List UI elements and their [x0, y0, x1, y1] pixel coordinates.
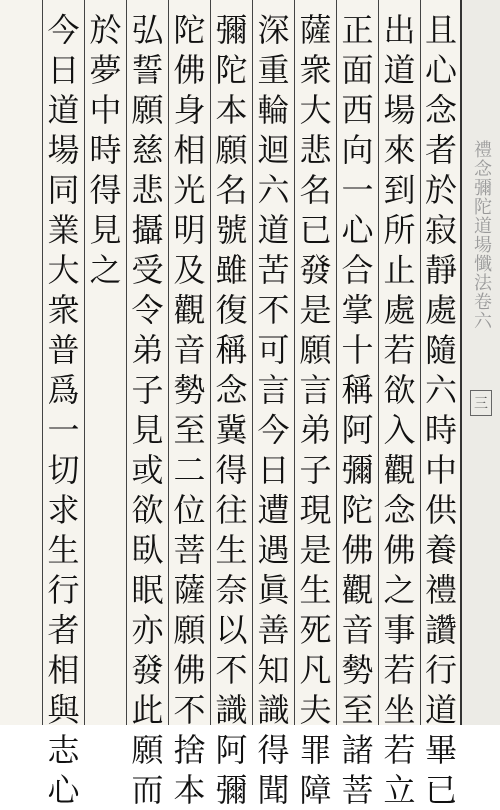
character: 之	[89, 251, 122, 289]
page-number: 三	[470, 390, 492, 416]
character: 來	[383, 131, 416, 169]
character: 輪	[257, 91, 290, 129]
character: 往	[215, 491, 248, 529]
character: 明	[173, 211, 206, 249]
character: 心	[341, 211, 374, 249]
character: 到	[383, 171, 416, 209]
character: 眞	[257, 571, 290, 609]
character: 是	[299, 291, 332, 329]
character: 生	[215, 531, 248, 569]
character: 寂	[424, 211, 457, 249]
character: 衆	[47, 291, 80, 329]
character: 願	[173, 611, 206, 649]
character: 供	[424, 491, 457, 529]
character: 聞	[257, 771, 290, 809]
text-column-7	[168, 0, 210, 809]
character: 一	[47, 411, 80, 449]
character: 罪	[299, 731, 332, 769]
character: 諸	[341, 731, 374, 769]
character: 本	[173, 771, 206, 809]
character: 坐	[383, 691, 416, 729]
character: 立	[383, 771, 416, 809]
character: 臥	[131, 531, 164, 569]
character: 切	[47, 451, 80, 489]
character: 位	[173, 491, 206, 529]
character: 夢	[89, 51, 122, 89]
character: 若	[383, 731, 416, 769]
character: 身	[173, 91, 206, 129]
character: 凡	[299, 651, 332, 689]
character: 爲	[47, 371, 80, 409]
character: 處	[424, 291, 457, 329]
character: 發	[299, 251, 332, 289]
character: 名	[215, 171, 248, 209]
character: 彌	[215, 11, 248, 49]
character: 願	[299, 331, 332, 369]
character: 相	[47, 651, 80, 689]
character: 迴	[257, 131, 290, 169]
character: 入	[383, 411, 416, 449]
character: 念	[424, 91, 457, 129]
character: 觀	[341, 571, 374, 609]
character: 時	[424, 411, 457, 449]
character: 阿	[341, 411, 374, 449]
margin-title: 禮念彌陀道場懺法卷六	[471, 140, 492, 330]
character: 正	[341, 11, 374, 49]
character: 稱	[341, 371, 374, 409]
character: 見	[89, 211, 122, 249]
character: 六	[257, 171, 290, 209]
character: 阿	[215, 731, 248, 769]
character: 畢	[424, 731, 457, 769]
text-column-1	[420, 0, 462, 809]
character: 此	[131, 691, 164, 729]
character: 遇	[257, 531, 290, 569]
character: 不	[257, 291, 290, 329]
character: 同	[47, 171, 80, 209]
character: 捨	[173, 731, 206, 769]
character: 道	[47, 91, 80, 129]
character: 道	[257, 211, 290, 249]
character: 佛	[173, 51, 206, 89]
character: 行	[424, 651, 457, 689]
character: 觀	[383, 451, 416, 489]
character: 菩	[173, 531, 206, 569]
character: 生	[299, 571, 332, 609]
character: 弟	[131, 331, 164, 369]
character: 勢	[341, 651, 374, 689]
character: 欲	[131, 491, 164, 529]
character: 願	[215, 131, 248, 169]
character: 已	[299, 211, 332, 249]
character: 且	[424, 11, 457, 49]
character: 深	[257, 11, 290, 49]
character: 觀	[173, 291, 206, 329]
character: 已	[424, 771, 457, 809]
character: 誓	[131, 51, 164, 89]
character: 苦	[257, 251, 290, 289]
character: 得	[257, 731, 290, 769]
character: 及	[173, 251, 206, 289]
character: 西	[341, 91, 374, 129]
character: 佛	[341, 531, 374, 569]
character: 禮	[424, 571, 457, 609]
character: 冀	[215, 411, 248, 449]
character: 業	[47, 211, 80, 249]
character: 志	[47, 731, 80, 769]
character: 悲	[131, 171, 164, 209]
character: 或	[131, 451, 164, 489]
character: 事	[383, 611, 416, 649]
character: 是	[299, 531, 332, 569]
character: 慈	[131, 131, 164, 169]
character: 得	[89, 171, 122, 209]
character: 死	[299, 611, 332, 649]
character: 知	[257, 651, 290, 689]
character: 念	[383, 491, 416, 529]
character: 眠	[131, 571, 164, 609]
character: 而	[131, 771, 164, 809]
character: 止	[383, 251, 416, 289]
character: 願	[131, 91, 164, 129]
text-column-2	[378, 0, 420, 809]
character: 子	[131, 371, 164, 409]
character: 行	[47, 571, 80, 609]
character: 重	[257, 51, 290, 89]
character: 言	[299, 371, 332, 409]
character: 薩	[173, 571, 206, 609]
character: 時	[89, 131, 122, 169]
character: 場	[47, 131, 80, 169]
character: 識	[215, 691, 248, 729]
character: 可	[257, 331, 290, 369]
character: 雖	[215, 251, 248, 289]
character: 亦	[131, 611, 164, 649]
character: 不	[173, 691, 206, 729]
character: 生	[47, 531, 80, 569]
character: 見	[131, 411, 164, 449]
character: 掌	[341, 291, 374, 329]
character: 陀	[173, 11, 206, 49]
character: 攝	[131, 211, 164, 249]
character: 發	[131, 651, 164, 689]
character: 十	[341, 331, 374, 369]
character: 靜	[424, 251, 457, 289]
character: 至	[173, 411, 206, 449]
text-column-5	[252, 0, 294, 809]
character: 於	[424, 171, 457, 209]
character: 菩	[341, 771, 374, 809]
character: 普	[47, 331, 80, 369]
character: 之	[383, 571, 416, 609]
text-column-9	[84, 0, 126, 725]
character: 六	[424, 371, 457, 409]
character: 大	[299, 91, 332, 129]
character: 中	[89, 91, 122, 129]
character: 衆	[299, 51, 332, 89]
character: 陀	[215, 51, 248, 89]
character: 與	[47, 691, 80, 729]
character: 者	[47, 611, 80, 649]
character: 者	[424, 131, 457, 169]
character: 奈	[215, 571, 248, 609]
character: 陀	[341, 491, 374, 529]
character: 不	[215, 651, 248, 689]
character: 光	[173, 171, 206, 209]
character: 願	[131, 731, 164, 769]
character: 識	[257, 691, 290, 729]
character: 夫	[299, 691, 332, 729]
character: 隨	[424, 331, 457, 369]
character: 場	[383, 91, 416, 129]
character: 心	[424, 51, 457, 89]
page-margin	[460, 0, 500, 725]
character: 至	[341, 691, 374, 729]
text-column-8	[126, 0, 168, 809]
character: 佛	[383, 531, 416, 569]
character: 面	[341, 51, 374, 89]
character: 念	[215, 371, 248, 409]
character: 若	[383, 651, 416, 689]
character: 令	[131, 291, 164, 329]
character: 大	[47, 251, 80, 289]
character: 弘	[131, 11, 164, 49]
character: 薩	[299, 11, 332, 49]
character: 佛	[173, 651, 206, 689]
character: 彌	[215, 771, 248, 809]
character: 號	[215, 211, 248, 249]
character: 合	[341, 251, 374, 289]
character: 名	[299, 171, 332, 209]
character: 一	[341, 171, 374, 209]
character: 所	[383, 211, 416, 249]
text-column-3	[336, 0, 378, 809]
character: 日	[257, 451, 290, 489]
character: 心	[47, 771, 80, 809]
character: 讚	[424, 611, 457, 649]
character: 欲	[383, 371, 416, 409]
character: 稱	[215, 331, 248, 369]
text-column-6	[210, 0, 252, 809]
character: 出	[383, 11, 416, 49]
character: 遭	[257, 491, 290, 529]
character: 言	[257, 371, 290, 409]
character: 二	[173, 451, 206, 489]
character: 日	[47, 51, 80, 89]
character: 音	[341, 611, 374, 649]
character: 求	[47, 491, 80, 529]
text-column-10	[42, 0, 84, 809]
character: 本	[215, 91, 248, 129]
text-column-4	[294, 0, 336, 809]
character: 受	[131, 251, 164, 289]
character: 向	[341, 131, 374, 169]
character: 勢	[173, 371, 206, 409]
character: 今	[47, 11, 80, 49]
character: 處	[383, 291, 416, 329]
character: 音	[173, 331, 206, 369]
character: 善	[257, 611, 290, 649]
character: 養	[424, 531, 457, 569]
character: 復	[215, 291, 248, 329]
character: 現	[299, 491, 332, 529]
character: 今	[257, 411, 290, 449]
character: 悲	[299, 131, 332, 169]
character: 彌	[341, 451, 374, 489]
character: 得	[215, 451, 248, 489]
character: 弟	[299, 411, 332, 449]
character: 道	[383, 51, 416, 89]
character: 中	[424, 451, 457, 489]
character: 相	[173, 131, 206, 169]
character: 子	[299, 451, 332, 489]
character: 障	[299, 771, 332, 809]
character: 道	[424, 691, 457, 729]
character: 以	[215, 611, 248, 649]
character: 若	[383, 331, 416, 369]
character: 於	[89, 11, 122, 49]
